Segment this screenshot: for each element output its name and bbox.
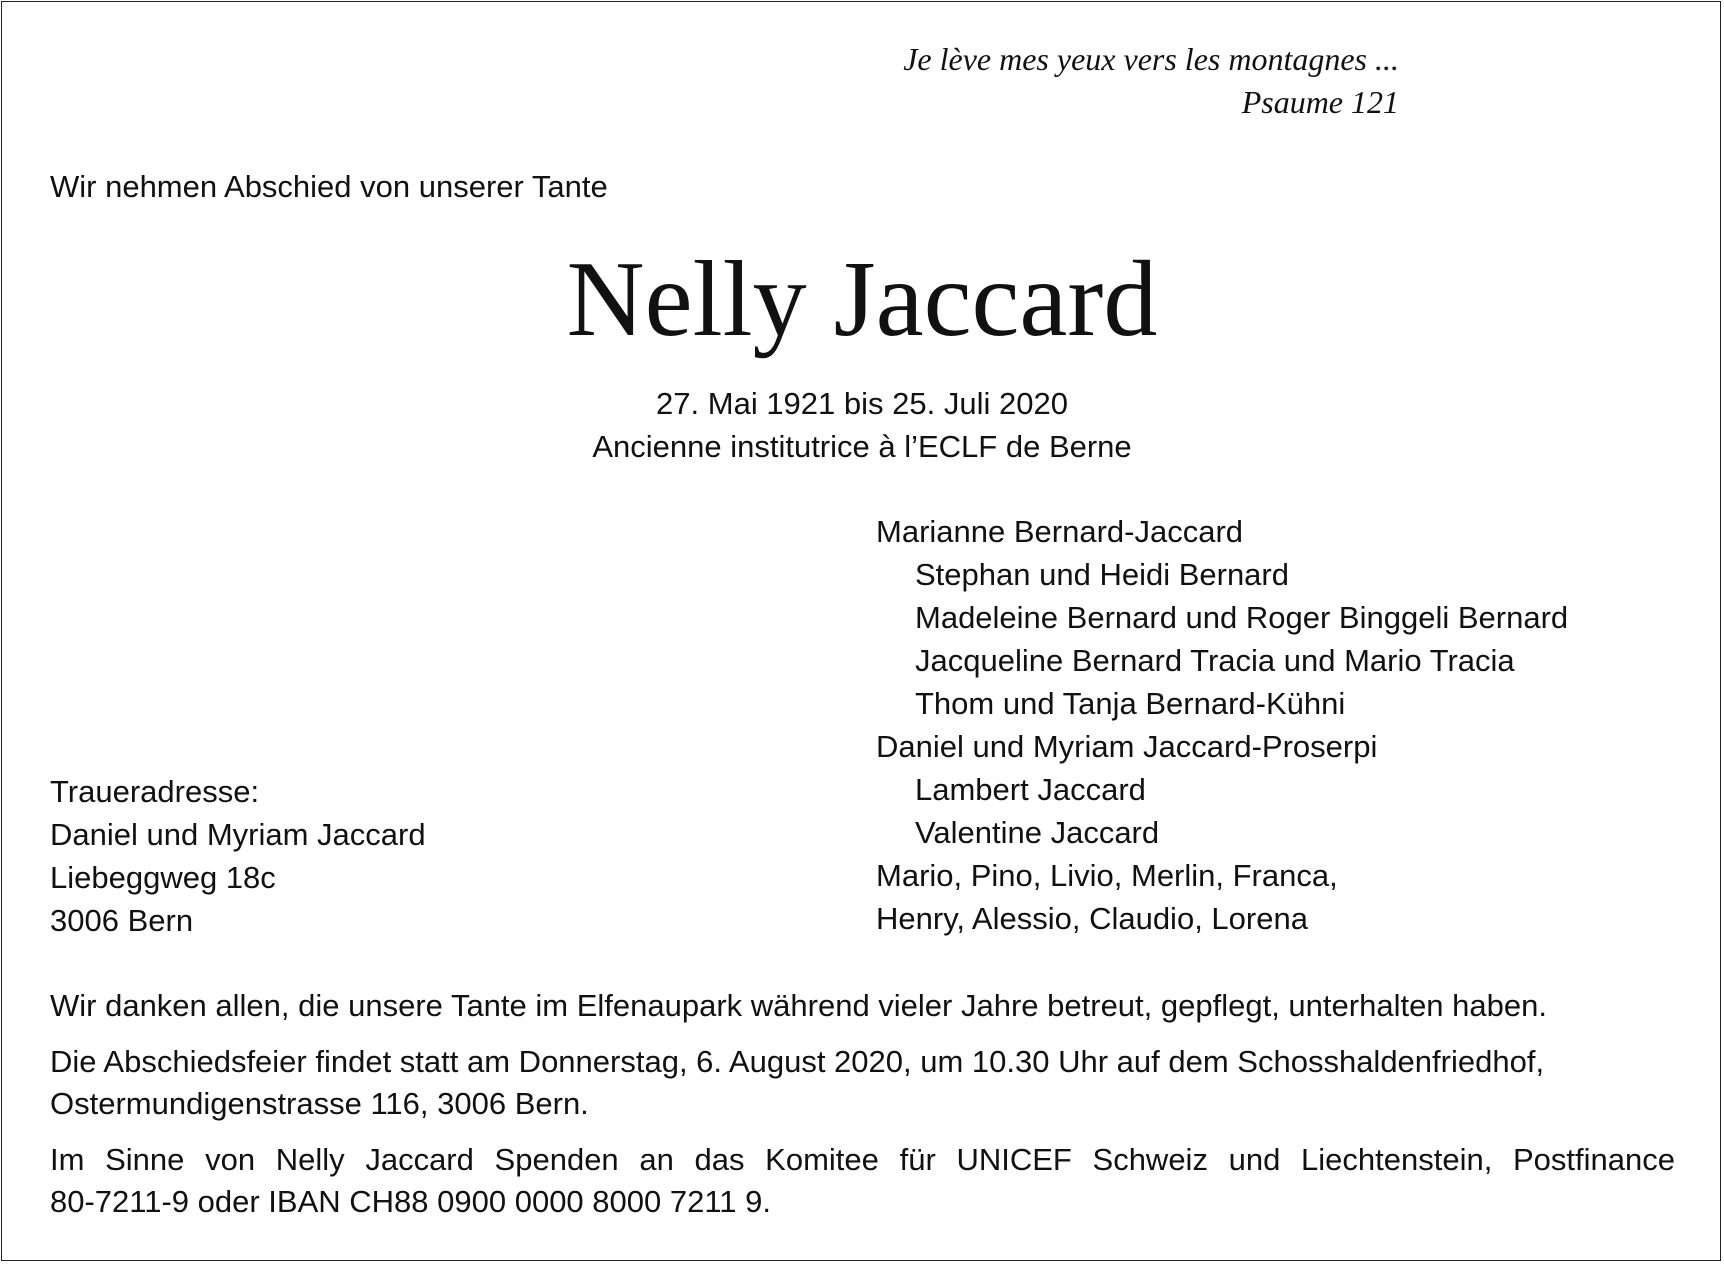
motto — [903, 38, 1399, 124]
intro-text: Wir nehmen Abschied von unserer Tante — [50, 169, 608, 204]
donation-line: 80-7211-9 oder IBAN CH88 0900 0000 8000 7211 9. — [50, 1184, 771, 1219]
mourner-entry: Madeleine Bernard und Roger Binggeli Bernard — [915, 600, 1569, 635]
closing-notes — [50, 985, 1675, 1237]
occupation: Ancienne institutrice à l’ECLF de Berne — [592, 429, 1132, 464]
mourner-entry: Stephan und Heidi Bernard — [915, 557, 1289, 592]
address-name: Daniel und Myriam Jaccard — [50, 817, 426, 852]
mourner-entry: Daniel und Myriam Jaccard-Proserpi — [876, 729, 1378, 764]
address-street: Liebeggweg 18c — [50, 860, 276, 895]
mourners-list — [876, 510, 1568, 940]
deceased-name: Nelly Jaccard — [566, 240, 1158, 359]
mourner-entry: Lambert Jaccard — [915, 772, 1146, 807]
donation-line: Im Sinne von Nelly Jaccard Spenden an das Komitee für UNICEF Schweiz und Liechtenstein, Postfinance — [50, 1142, 1675, 1177]
deceased-details — [0, 382, 1724, 468]
address-city: 3006 Bern — [50, 903, 194, 938]
life-dates: 27. Mai 1921 bis 25. Juli 2020 — [656, 386, 1068, 421]
thanks-paragraph: Wir danken allen, die unsere Tante im Elfenaupark während vieler Jahre betreut, gepflegt, unterhalten haben. — [50, 988, 1547, 1023]
ceremony-line: Ostermundigenstrasse 116, 3006 Bern. — [50, 1086, 589, 1121]
mourner-entry: Mario, Pino, Livio, Merlin, Franca, — [876, 858, 1338, 893]
ceremony-line: Die Abschiedsfeier findet statt am Donnerstag, 6. August 2020, um 10.30 Uhr auf dem Schosshaldenfriedhof, — [50, 1044, 1545, 1079]
motto-source: Psaume 121 — [1241, 84, 1399, 120]
address-label: Traueradresse: — [50, 774, 260, 809]
mourner-entry: Henry, Alessio, Claudio, Lorena — [876, 901, 1308, 936]
ceremony-paragraph — [50, 1041, 1675, 1125]
mourning-address — [50, 770, 426, 942]
mourner-entry: Thom und Tanja Bernard-Kühni — [915, 686, 1346, 721]
mourner-entry: Jacqueline Bernard Tracia und Mario Tracia — [915, 643, 1515, 678]
motto-quote: Je lève mes yeux vers les montagnes ... — [903, 41, 1399, 77]
mourner-entry: Valentine Jaccard — [915, 815, 1160, 850]
mourner-entry: Marianne Bernard-Jaccard — [876, 514, 1244, 549]
donation-paragraph — [50, 1139, 1675, 1223]
